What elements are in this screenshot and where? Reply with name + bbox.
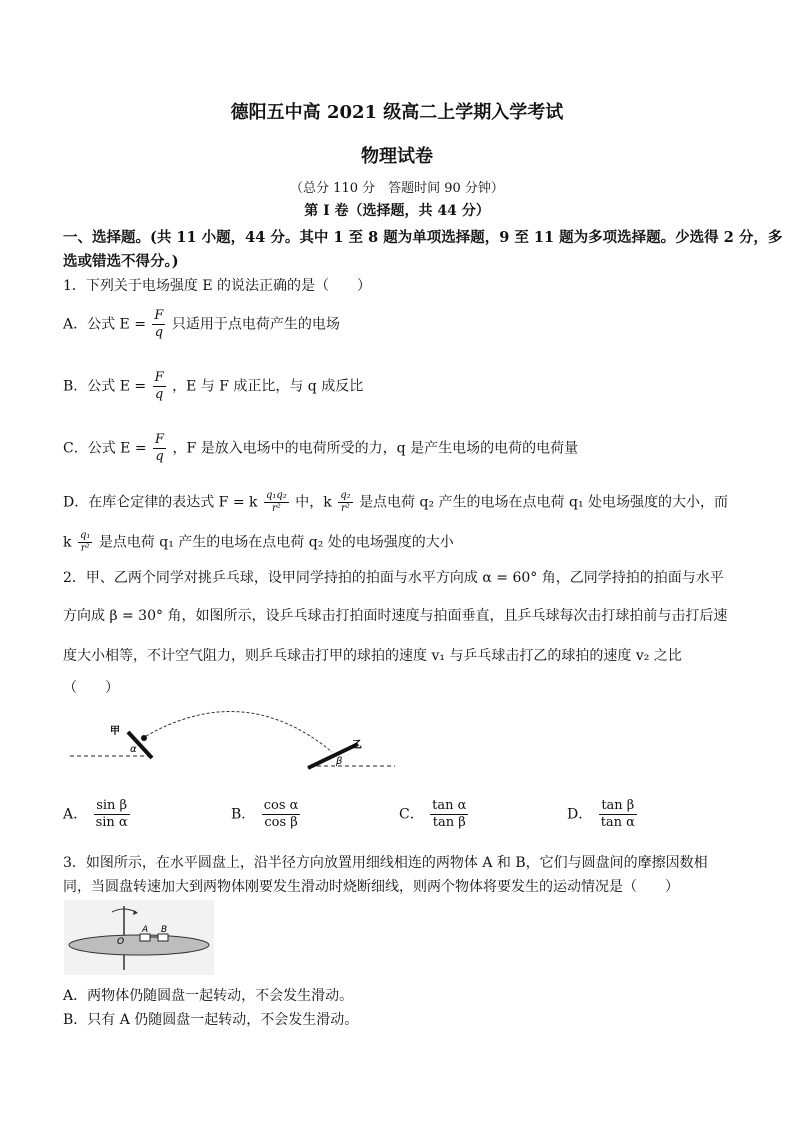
q2-b-fraction <box>262 798 301 831</box>
q1-a-post: 只适用于点电荷产生的电场 <box>171 316 340 333</box>
q1-d-fraction-2 <box>338 490 352 515</box>
q1-c-pre: C．公式 E = <box>63 440 147 457</box>
ball-trajectory <box>146 712 332 753</box>
q2-d-fraction <box>599 798 637 831</box>
frac-denominator: r² <box>341 503 350 514</box>
frac-numerator: q₂ <box>340 490 351 501</box>
q2-line2: 方向成 β = 30° 角，如图所示，设乒乓球击打拍面时速度与拍面垂直，且乒乓球每次击打球拍前与击打后速 <box>63 608 728 624</box>
q2-option-a <box>63 798 132 831</box>
q1-option-d-line2 <box>63 530 454 555</box>
frac-numerator: F <box>154 308 164 323</box>
disc <box>69 935 209 955</box>
block-b <box>158 934 168 941</box>
block-a <box>140 934 150 941</box>
frac-denominator: cos β <box>264 815 298 830</box>
label-alpha: α <box>130 744 137 755</box>
label-a: A <box>142 925 149 935</box>
q2-line4: （ ） <box>63 680 119 696</box>
q1-option-c <box>63 432 578 465</box>
q2-figure <box>60 700 400 780</box>
frac-numerator: F <box>154 370 164 385</box>
frac-denominator: sin α <box>95 815 128 830</box>
q1-a-fraction <box>152 308 165 341</box>
exam-subtitle: 物理试卷 <box>361 146 433 167</box>
frac-denominator: q <box>154 387 164 402</box>
q1-c-post: ，F 是放入电场中的电荷所受的力，q 是产生电场的电荷的电荷量 <box>172 440 579 457</box>
label-b: B <box>161 925 168 935</box>
q2-line3: 度大小相等，不计空气阻力，则乒乓球击打甲的球拍的速度 v₁ 与乒乓球击打乙的球拍的速度 v₂ 之比 <box>63 648 682 664</box>
frac-denominator: tan β <box>432 815 466 830</box>
frac-denominator: r² <box>271 503 281 514</box>
q2-option-b <box>231 798 302 831</box>
q3-line2: 同，当圆盘转速加大到两物体刚要发生滑动时烧断细线，则两个物体将要发生的运动情况是（ ） <box>63 879 679 895</box>
label-yi: 乙 <box>352 740 362 751</box>
q3-option-a: A．两物体仍随圆盘一起转动，不会发生滑动。 <box>63 988 354 1004</box>
frac-numerator: tan α <box>432 798 467 813</box>
q3-line1: 3．如图所示，在水平圆盘上，沿半径方向放置用细线相连的两物体 A 和 B，它们与圆盘间的摩擦因数相 <box>63 855 708 871</box>
exam-title: 德阳五中高 2021 级高二上学期入学考试 <box>230 102 564 123</box>
q3-option-b: B．只有 A 仍随圆盘一起转动，不会发生滑动。 <box>63 1012 359 1028</box>
q1-d-mid1: 中，k <box>295 494 332 511</box>
q1-d-pre: D．在库仑定律的表达式 F = k <box>63 494 258 511</box>
q2-a-fraction <box>94 798 130 831</box>
q1-d2-pre: k <box>63 534 72 551</box>
q1-a-pre: A．公式 E = <box>63 316 146 333</box>
section1-line1: 一、选择题。(共 11 小题，44 分。其中 1 至 8 题为单项选择题，9 至 11 题为多项选择题。少选得 2 分，多 <box>63 229 783 246</box>
frac-numerator: cos α <box>263 798 299 813</box>
section1-line2: 选或错选不得分。) <box>63 253 179 270</box>
q1-d2-fraction <box>78 530 92 555</box>
q3-figure <box>64 900 214 975</box>
q1-b-post: ，E 与 F 成正比，与 q 成反比 <box>172 378 364 395</box>
q1-stem: 1．下列关于电场强度 E 的说法正确的是（ ） <box>63 278 372 294</box>
q1-d-mid2: 是点电荷 q₂ 产生的电场在点电荷 q₁ 处电场强度的大小，而 <box>359 494 729 511</box>
q2-opt-c-label: C． <box>399 806 424 823</box>
q2-c-fraction <box>430 798 468 831</box>
frac-numerator: sin β <box>94 798 130 815</box>
q2-opt-a-label: A． <box>63 806 88 823</box>
q2-option-d <box>567 798 639 831</box>
frac-numerator: q₁ <box>79 530 91 541</box>
exam-meta: （总分 110 分 答题时间 90 分钟） <box>290 181 504 196</box>
frac-denominator: r² <box>80 543 90 554</box>
q1-d2-post: 是点电荷 q₁ 产生的电场在点电荷 q₂ 处的电场强度的大小 <box>98 534 454 551</box>
frac-numerator: tan β <box>599 798 637 815</box>
q1-option-a <box>63 308 340 341</box>
q1-option-b <box>63 370 363 403</box>
frac-denominator: tan α <box>600 815 635 830</box>
q1-option-d <box>63 490 728 515</box>
q2-line1: 2．甲、乙两个同学对挑乒乓球，设甲同学持拍的拍面与水平方向成 α = 60° 角，乙同学持拍的拍面与水平 <box>63 570 724 586</box>
label-beta: β <box>336 756 343 767</box>
q1-d-fraction-1 <box>264 490 289 515</box>
frac-denominator: q <box>154 325 164 340</box>
q1-b-fraction <box>153 370 166 403</box>
frac-numerator: q₁q₂ <box>265 490 287 501</box>
frac-denominator: q <box>155 449 164 464</box>
q2-opt-d-label: D． <box>567 806 593 823</box>
q1-b-pre: B．公式 E = <box>63 378 147 395</box>
q1-c-fraction <box>153 432 166 465</box>
frac-numerator: F <box>155 432 165 447</box>
paddle-yi <box>308 744 358 768</box>
part-heading: 第 I 卷（选择题，共 44 分） <box>304 203 490 219</box>
q2-opt-b-label: B． <box>231 806 256 823</box>
label-o: O <box>117 937 125 947</box>
q2-option-c <box>399 798 470 831</box>
label-jia: 甲 <box>110 726 120 737</box>
